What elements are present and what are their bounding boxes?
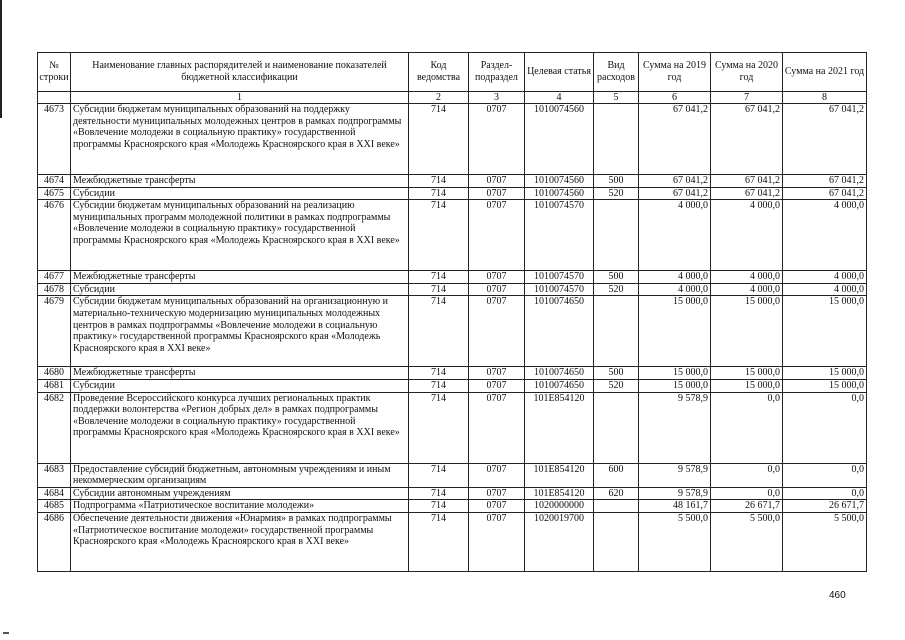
- row-sum-2020: 67 041,2: [711, 104, 783, 175]
- row-target: 1010074650: [525, 379, 594, 392]
- row-target: 1010074570: [525, 271, 594, 284]
- row-num: 4677: [38, 271, 71, 284]
- row-sum-2021: 5 500,0: [783, 512, 867, 571]
- row-code: 714: [409, 500, 469, 513]
- row-sum-2021: 4 000,0: [783, 283, 867, 296]
- table-row: [38, 379, 867, 392]
- row-sum-2021: 0,0: [783, 487, 867, 500]
- row-target: 101E854120: [525, 392, 594, 463]
- row-section: 0707: [469, 463, 525, 487]
- table-row: [38, 392, 867, 463]
- row-sum-2021: 67 041,2: [783, 175, 867, 188]
- row-code: 714: [409, 271, 469, 284]
- row-code: 714: [409, 367, 469, 380]
- column-number: 6: [639, 92, 711, 104]
- row-sum-2021: 4 000,0: [783, 200, 867, 271]
- row-target: 1010074560: [525, 104, 594, 175]
- row-kind: 500: [594, 367, 639, 380]
- row-code: 714: [409, 104, 469, 175]
- row-name: Субсидии бюджетам муниципальных образований на организационную и материально-техническую модернизацию муниципальных молодежных центров в рамках подпрограммы «Вовлечение молодежи в социальную практику» государственной программы Красноярского края «Молодежь Красноярского края в XXI веке»: [71, 296, 409, 367]
- row-code: 714: [409, 200, 469, 271]
- table-row: [38, 367, 867, 380]
- budget-table: [37, 52, 867, 572]
- row-section: 0707: [469, 367, 525, 380]
- row-section: 0707: [469, 283, 525, 296]
- header-target: Целевая статья: [525, 53, 594, 92]
- row-section: 0707: [469, 187, 525, 200]
- row-code: 714: [409, 463, 469, 487]
- header-sum-2019: Сумма на 2019 год: [639, 53, 711, 92]
- row-num: 4675: [38, 187, 71, 200]
- row-num: 4685: [38, 500, 71, 513]
- row-sum-2021: 0,0: [783, 463, 867, 487]
- row-code: 714: [409, 512, 469, 571]
- row-code: 714: [409, 392, 469, 463]
- row-target: 1010074560: [525, 175, 594, 188]
- row-sum-2019: 48 161,7: [639, 500, 711, 513]
- row-sum-2020: 15 000,0: [711, 379, 783, 392]
- row-kind: [594, 104, 639, 175]
- row-section: 0707: [469, 175, 525, 188]
- row-code: 714: [409, 296, 469, 367]
- row-num: 4684: [38, 487, 71, 500]
- row-sum-2021: 0,0: [783, 392, 867, 463]
- row-sum-2021: 15 000,0: [783, 379, 867, 392]
- row-sum-2019: 5 500,0: [639, 512, 711, 571]
- row-section: 0707: [469, 392, 525, 463]
- column-number: 8: [783, 92, 867, 104]
- row-sum-2019: 67 041,2: [639, 104, 711, 175]
- table-row: [38, 283, 867, 296]
- table-row: [38, 463, 867, 487]
- row-target: 1010074570: [525, 200, 594, 271]
- row-sum-2019: 15 000,0: [639, 296, 711, 367]
- row-code: 714: [409, 283, 469, 296]
- row-sum-2021: 67 041,2: [783, 104, 867, 175]
- row-kind: 620: [594, 487, 639, 500]
- row-section: 0707: [469, 512, 525, 571]
- row-name: Субсидии: [71, 283, 409, 296]
- row-target: 1010074650: [525, 367, 594, 380]
- row-num: 4682: [38, 392, 71, 463]
- row-target: 1010074560: [525, 187, 594, 200]
- column-number: 2: [409, 92, 469, 104]
- table-row: [38, 500, 867, 513]
- row-target: 1010074570: [525, 283, 594, 296]
- row-num: 4678: [38, 283, 71, 296]
- row-target: 101E854120: [525, 487, 594, 500]
- row-sum-2019: 15 000,0: [639, 379, 711, 392]
- row-name: Субсидии бюджетам муниципальных образований на поддержку деятельности муниципальных молодежных центров в рамках подпрограммы «Вовлечение молодежи в социальную практику» государственной программы Красноярского края «Молодежь Красноярского края в XXI веке»: [71, 104, 409, 175]
- table-row: [38, 271, 867, 284]
- row-code: 714: [409, 175, 469, 188]
- row-sum-2019: 9 578,9: [639, 487, 711, 500]
- column-number: 5: [594, 92, 639, 104]
- row-name: Субсидии бюджетам муниципальных образований на реализацию муниципальных программ молодежной политики в рамках подпрограммы «Вовлечение молодежи в социальную практику» государственной программы Красноярского края «Молодежь Красноярского края в XXI веке»: [71, 200, 409, 271]
- row-name: Межбюджетные трансферты: [71, 367, 409, 380]
- row-sum-2021: 26 671,7: [783, 500, 867, 513]
- row-kind: [594, 296, 639, 367]
- row-section: 0707: [469, 487, 525, 500]
- row-name: Субсидии: [71, 187, 409, 200]
- header-sum-2020: Сумма на 2020 год: [711, 53, 783, 92]
- header-sum-2021: Сумма на 2021 год: [783, 53, 867, 92]
- column-number: 1: [71, 92, 409, 104]
- row-code: 714: [409, 187, 469, 200]
- row-kind: 600: [594, 463, 639, 487]
- row-code: 714: [409, 379, 469, 392]
- left-margin-mark: [3, 632, 9, 634]
- row-target: 1020019700: [525, 512, 594, 571]
- row-num: 4679: [38, 296, 71, 367]
- column-number-row: [38, 92, 867, 104]
- row-kind: [594, 200, 639, 271]
- row-sum-2020: 67 041,2: [711, 187, 783, 200]
- row-sum-2020: 4 000,0: [711, 283, 783, 296]
- row-num: 4681: [38, 379, 71, 392]
- row-sum-2019: 9 578,9: [639, 463, 711, 487]
- row-num: 4683: [38, 463, 71, 487]
- row-sum-2020: 15 000,0: [711, 367, 783, 380]
- row-kind: [594, 392, 639, 463]
- row-target: 101E854120: [525, 463, 594, 487]
- row-sum-2019: 4 000,0: [639, 283, 711, 296]
- row-sum-2020: 5 500,0: [711, 512, 783, 571]
- row-sum-2020: 0,0: [711, 392, 783, 463]
- row-name: Предоставление субсидий бюджетным, автономным учреждениям и иным некоммерческим организациям: [71, 463, 409, 487]
- row-num: 4680: [38, 367, 71, 380]
- row-sum-2021: 15 000,0: [783, 367, 867, 380]
- row-name: Межбюджетные трансферты: [71, 271, 409, 284]
- row-name: Субсидии: [71, 379, 409, 392]
- column-number: 3: [469, 92, 525, 104]
- table-row: [38, 175, 867, 188]
- row-section: 0707: [469, 379, 525, 392]
- page-number: 460: [829, 590, 846, 601]
- table-row: [38, 296, 867, 367]
- row-sum-2021: 67 041,2: [783, 187, 867, 200]
- column-number: 7: [711, 92, 783, 104]
- row-section: 0707: [469, 200, 525, 271]
- table-row: [38, 512, 867, 571]
- row-sum-2019: 15 000,0: [639, 367, 711, 380]
- row-sum-2020: 15 000,0: [711, 296, 783, 367]
- row-num: 4686: [38, 512, 71, 571]
- table-row: [38, 200, 867, 271]
- row-sum-2020: 0,0: [711, 487, 783, 500]
- row-name: Обеспечение деятельности движения «Юнармия» в рамках подпрограммы «Патриотическое воспитание молодежи» государственной программы Красноярского края «Молодежь Красноярского края в XXI веке»: [71, 512, 409, 571]
- table-row: [38, 487, 867, 500]
- left-margin-rule: [0, 0, 2, 118]
- row-target: 1010074650: [525, 296, 594, 367]
- row-kind: 500: [594, 271, 639, 284]
- row-section: 0707: [469, 500, 525, 513]
- row-target: 1020000000: [525, 500, 594, 513]
- row-sum-2019: 9 578,9: [639, 392, 711, 463]
- table-row: [38, 104, 867, 175]
- row-kind: [594, 500, 639, 513]
- row-kind: 520: [594, 283, 639, 296]
- row-sum-2020: 4 000,0: [711, 271, 783, 284]
- row-sum-2021: 4 000,0: [783, 271, 867, 284]
- header-section: Раздел-подраздел: [469, 53, 525, 92]
- row-sum-2019: 67 041,2: [639, 175, 711, 188]
- header-code: Код ведомства: [409, 53, 469, 92]
- row-num: 4674: [38, 175, 71, 188]
- row-kind: 520: [594, 187, 639, 200]
- row-kind: 520: [594, 379, 639, 392]
- row-section: 0707: [469, 104, 525, 175]
- row-sum-2019: 4 000,0: [639, 200, 711, 271]
- row-sum-2020: 4 000,0: [711, 200, 783, 271]
- row-sum-2021: 15 000,0: [783, 296, 867, 367]
- row-section: 0707: [469, 296, 525, 367]
- table-row: [38, 187, 867, 200]
- column-number: 4: [525, 92, 594, 104]
- header-name: Наименование главных распорядителей и наименование показателей бюджетной классификации: [71, 53, 409, 92]
- header-row: [38, 53, 867, 92]
- row-sum-2019: 4 000,0: [639, 271, 711, 284]
- row-code: 714: [409, 487, 469, 500]
- row-kind: [594, 512, 639, 571]
- row-num: 4676: [38, 200, 71, 271]
- row-sum-2020: 0,0: [711, 463, 783, 487]
- row-sum-2020: 26 671,7: [711, 500, 783, 513]
- column-number-blank: [38, 92, 71, 104]
- header-kind: Вид расходов: [594, 53, 639, 92]
- row-sum-2019: 67 041,2: [639, 187, 711, 200]
- row-kind: 500: [594, 175, 639, 188]
- header-num: № строки: [38, 53, 71, 92]
- row-sum-2020: 67 041,2: [711, 175, 783, 188]
- row-num: 4673: [38, 104, 71, 175]
- row-name: Субсидии автономным учреждениям: [71, 487, 409, 500]
- row-name: Проведение Всероссийского конкурса лучших региональных практик поддержки волонтерства «Регион добрых дел» в рамках подпрограммы «Вовлечение молодежи в социальную практику» государственной программы Красноярского края «Молодежь Красноярского края в XXI веке»: [71, 392, 409, 463]
- row-section: 0707: [469, 271, 525, 284]
- row-name: Подпрограмма «Патриотическое воспитание молодежи»: [71, 500, 409, 513]
- row-name: Межбюджетные трансферты: [71, 175, 409, 188]
